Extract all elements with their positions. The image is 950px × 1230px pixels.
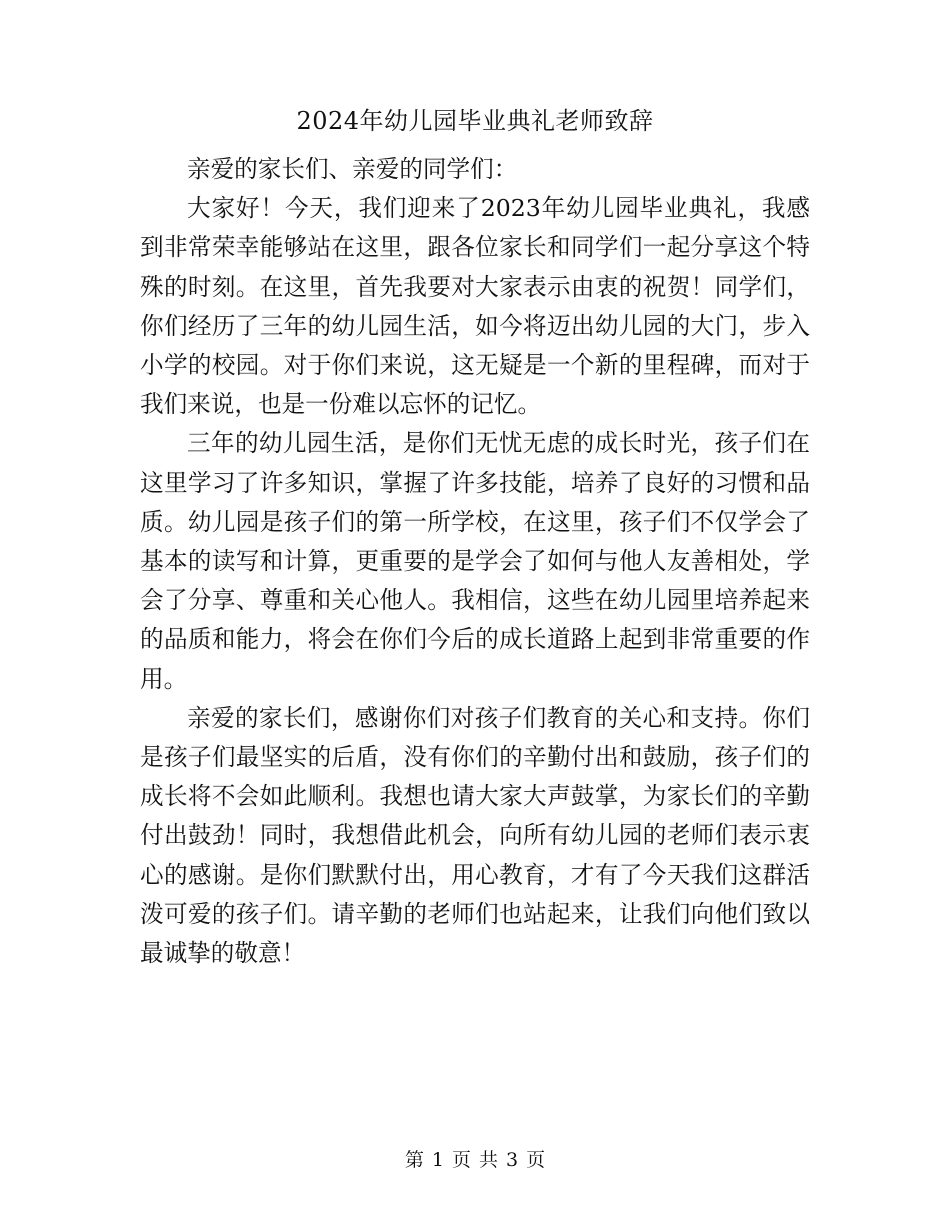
paragraph-1: 大家好！今天，我们迎来了2023年幼儿园毕业典礼，我感到非常荣幸能够站在这里，跟各位家长和同学们一起分享这个特殊的时刻。在这里，首先我要对大家表示由衷的祝贺！同学们，你们经历了三年的幼儿园生活，如今将迈出幼儿园的大门，步入小学的校园。对于你们来说，这无疑是一个新的里程碑，而对于我们来说，也是一份难以忘怀的记忆。 bbox=[140, 194, 810, 419]
document-body bbox=[140, 150, 810, 973]
page-number-footer: 第 1 页 共 3 页 bbox=[404, 1149, 546, 1171]
paragraph-3: 亲爱的家长们，感谢你们对孩子们教育的关心和支持。你们是孩子们最坚实的后盾，没有你们的辛勤付出和鼓励，孩子们的成长将不会如此顺利。我想也请大家大声鼓掌，为家长们的辛勤付出鼓劲！同时，我想借此机会，向所有幼儿园的老师们表示衷心的感谢。是你们默默付出，用心教育，才有了今天我们这群活泼可爱的孩子们。请辛勤的老师们也站起来，让我们向他们致以最诚挚的敬意！ bbox=[140, 703, 810, 968]
paragraph-greeting: 亲爱的家长们、亲爱的同学们： bbox=[187, 155, 518, 183]
paragraph-2: 三年的幼儿园生活，是你们无忧无虑的成长时光，孩子们在这里学习了许多知识，掌握了许多技能，培养了良好的习惯和品质。幼儿园是孩子们的第一所学校，在这里，孩子们不仅学会了基本的读写和计算，更重要的是学会了如何与他人友善相处，学会了分享、尊重和关心他人。我相信，这些在幼儿园里培养起来的品质和能力，将会在你们今后的成长道路上起到非常重要的作用。 bbox=[140, 429, 810, 693]
document-title: 2024年幼儿园毕业典礼老师致辞 bbox=[296, 107, 654, 135]
